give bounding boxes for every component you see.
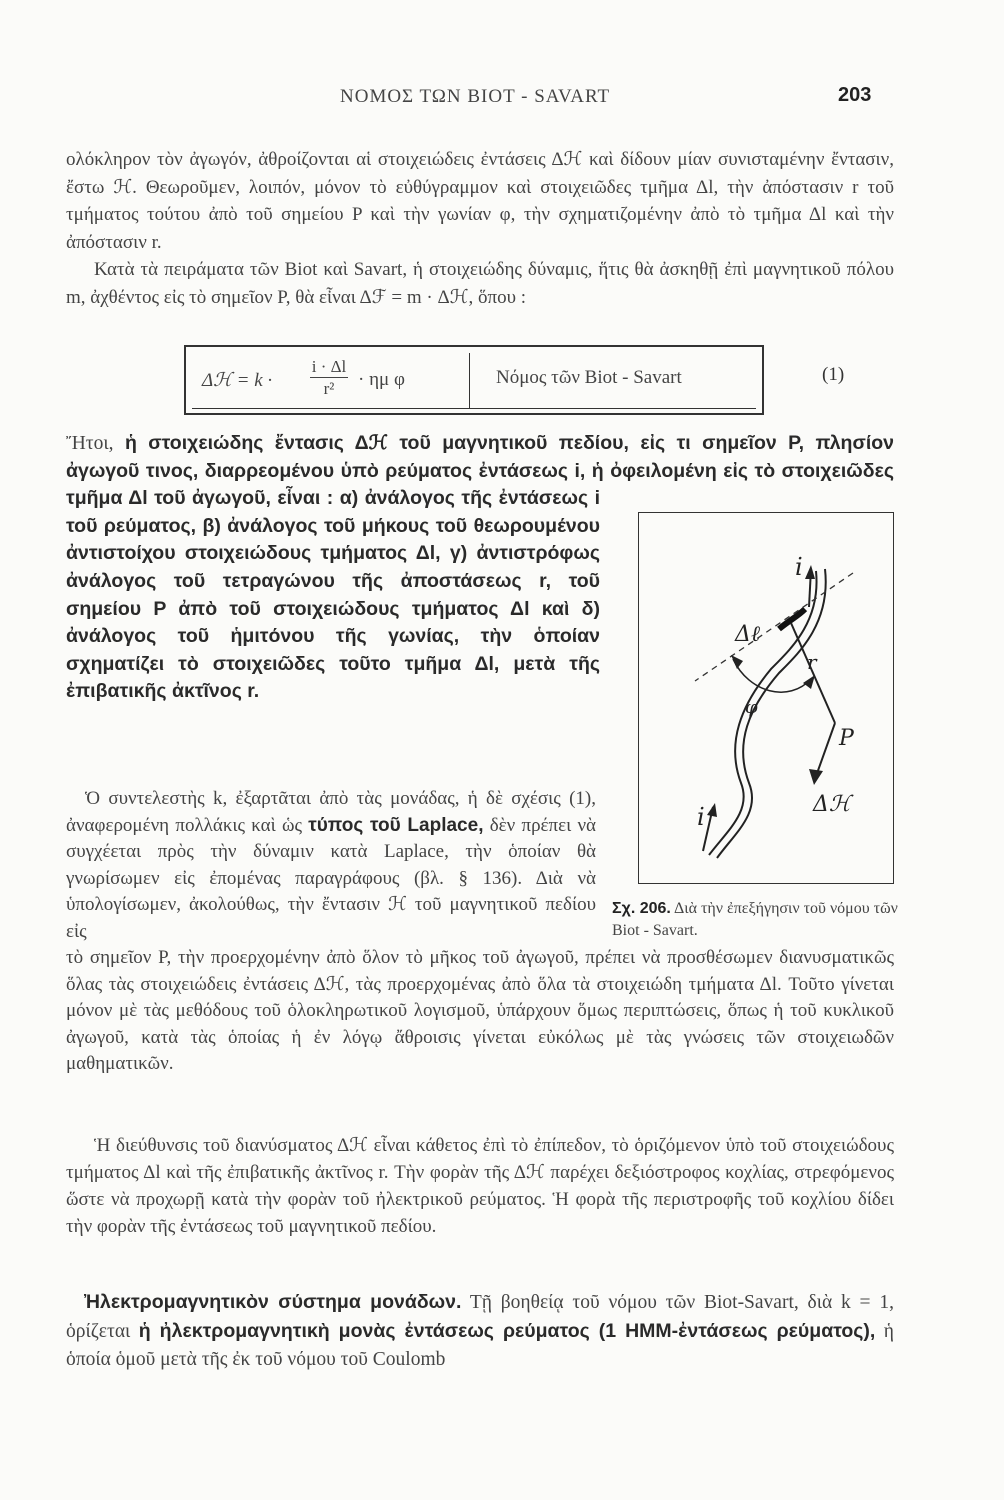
intro-paragraph: [66, 146, 894, 311]
formula-lhs: Δℋ = k ·: [202, 370, 273, 391]
page-number: 203: [838, 84, 872, 106]
arrow-head-icon: [805, 565, 815, 579]
coef-text-1: Ὁ συντελεστὴς k, ἐξαρτᾶται ἀπὸ τὰς μονάδας, ἡ δὲ σχέσις (1), ἀναφερομένη πολλάκις καὶ ὡς: [66, 788, 596, 836]
equation-number: (1): [822, 364, 845, 385]
fraction-numerator: i · Δl: [311, 357, 347, 376]
coef-text-3: τὸ σημεῖον P, τὴν προερχομένην ἀπὸ ὅλον τὸ μῆκος τοῦ ἀγωγοῦ, πρέπει νὰ προσθέσωμεν διανυσματικῶς ὅλας τὰς στοιχειώδεις ἐντάσεις Δℋ, τὰς προερχομένας ἀπὸ ὅλα τὰ στοιχειώδη τμήματα Δl. Τοῦτο γίνεται μόνον μὲ τὰς μεθόδους τοῦ ὁλοκληρωτικοῦ λογισμοῦ, ὑπάρχουν ὅμως περιπτώσεις, ὅπως ἡ τοῦ κυκλικοῦ ἀγωγοῦ, κατὰ τὰς ὁποίας ἡ ἐν λόγῳ ἄθροισις γίνεται εὐκόλως μὲ τὰς γνώσεις τῶν στοιχειωδῶν μαθηματικῶν.: [66, 947, 894, 1074]
caption-number: Σχ. 206.: [612, 900, 671, 917]
running-title: ΝΟΜΟΣ ΤΩΝ BIOT - SAVART: [340, 86, 611, 107]
label-dl: Δℓ: [735, 622, 761, 647]
coef-text-2: δὲν πρέπει νὰ συγχέεται πρὸς τὴν δύναμιν κατὰ Laplace, τὴν ὁποίαν θὰ γνωρίσωμεν εἰς ἐπομένας παραγράφους (βλ. § 136). Διὰ νὰ ὑπολογίσωμεν, ἀκολούθως, τὴν ἔντασιν ℋ τοῦ μαγνητικοῦ πεδίου εἰς: [66, 814, 596, 942]
biot-savart-experiments-text: Κατὰ τὰ πειράματα τῶν Biot καὶ Savart, ἡ στοιχειώδης δύναμις, ἥτις θὰ ἀσκηθῇ ἐπὶ μαγνητικοῦ πόλου m, ἀχθέντος εἰς τὸ σημεῖον P, θὰ εἶναι Δℱ = m · Δℋ, ὅπου :: [66, 259, 894, 308]
formula-fraction: [304, 357, 354, 400]
page-header: [0, 86, 1004, 116]
direction-paragraph: Ἡ διεύθυνσις τοῦ διανύσματος Δℋ εἶναι κάθετος ἐπὶ τὸ ἐπίπεδον, τὸ ὁριζόμενον ὑπὸ τοῦ στοιχειώδους τμήματος Δl καὶ τῆς ἐπιβατικῆς ἀκτῖνος r. Τὴν φορὰν τῆς Δℋ παρέχει δεξιόστροφος κοχλίας, στρεφόμενος ὥστε νὰ προχωρῇ κατὰ τὴν φορὰν τοῦ ἠλεκτρικοῦ ρεύματος. Ἡ φορὰ τῆς περιστροφῆς τοῦ κοχλίου δίδει τὴν φορὰν τῆς ἐντάσεως τοῦ μαγνητικοῦ πεδίου.: [66, 1135, 894, 1237]
emu-current-definition: ἡ ἠλεκτρομαγνητικὴ μονὰς ἐντάσεως ρεύματος (1 ΗΜΜ-ἐντάσεως ρεύματος),: [138, 1320, 876, 1342]
units-heading: Ἠλεκτρομαγνητικὸν σύστημα μονάδων.: [84, 1291, 462, 1313]
coefficient-paragraph: [66, 786, 894, 1078]
statement-wide: ἡ στοιχειώδης ἔντασις Δℋ τοῦ μαγνητικοῦ πεδίου, εἰς τι σημεῖον P, πλησίον ἀγωγοῦ τινος, διαρρεομένου ὑπὸ ρεύματος ἐντάσεως i, ἡ ὀφειλομένη εἰς τὸ στοιχειῶδες τμῆμα Δl τοῦ ἀγωγοῦ,: [66, 432, 894, 510]
caption-text: Διὰ τὴν ἐπεξήγησιν τοῦ νόμου τῶν Biot - Savart.: [612, 900, 898, 939]
label-r: r: [807, 650, 817, 674]
label-i-top: i: [795, 553, 803, 581]
units-text-2: ἡ ὁποία ὁμοῦ μετὰ τῆς ἐκ τοῦ νόμου τοῦ Coulomb: [66, 1321, 894, 1370]
laplace-formula-term: τύπος τοῦ Laplace,: [308, 814, 484, 836]
formula: [200, 357, 460, 407]
formula-box: [184, 345, 764, 415]
law-name: Νόμος τῶν Biot - Savart: [496, 367, 682, 388]
label-dh: Δℋ: [813, 792, 851, 817]
intro-text: ολόκληρον τὸν ἀγωγόν, ἀθροίζονται αἱ στοιχειώδεις ἐντάσεις Δℋ καὶ δίδουν μίαν συνισταμένην ἔντασιν, ἔστω ℋ. Θεωροῦμεν, λοιπόν, μόνον τὸ εὐθύγραμμον καὶ στοιχειῶδες τμῆμα Δl, τὴν ἀπόστασιν r τοῦ τμήματος τούτου ἀπὸ τοῦ σημείου P καὶ τὴν γωνίαν φ, τὴν σχηματιζομένην ἀπὸ τὸ τμῆμα Δl καὶ τὴν ἀπόστασιν r.: [66, 149, 894, 253]
formula-divider: [469, 353, 470, 409]
formula-rhs: · ημ φ: [358, 369, 405, 390]
arrow-head-icon: [803, 675, 815, 689]
arrow-head-icon: [809, 769, 823, 785]
units-text-1: Τῇ βοηθείᾳ τοῦ νόμου τῶν Biot-Savart, διὰ k = 1, ὁρίζεται: [66, 1292, 894, 1342]
statement-narrow: εἶναι : α) ἀνάλογος τῆς ἐντάσεως i τοῦ ρεύματος, β) ἀνάλογος τοῦ μήκους τοῦ θεωρουμένου ἀντιστοίχου στοιχειώδους τμήματος Δl, γ) ἀντιστρόφως ἀνάλογος τοῦ τετραγώνου τῆς ἀποστάσεως r, τοῦ σημείου P ἀπὸ τοῦ στοιχειώδους τμήματος Δl καὶ δ) ἀνάλογος τοῦ ἡμιτόνου τῆς γωνίας, τὴν ὁποίαν σχηματίζει τὸ στοιχειῶδες τοῦτο τμῆμα Δl, μετὰ τῆς ἐπιβατικῆς ἀκτῖνος r.: [66, 487, 600, 703]
arrow-head-icon: [731, 655, 743, 669]
units-paragraph: [66, 1288, 894, 1374]
angle-arc: [733, 659, 811, 692]
fraction-denominator: r²: [323, 379, 335, 398]
label-phi: φ: [745, 697, 758, 718]
label-p: P: [839, 726, 854, 751]
statement-lead: Ἤτοι,: [66, 433, 114, 454]
label-i-bottom: i: [697, 803, 705, 831]
